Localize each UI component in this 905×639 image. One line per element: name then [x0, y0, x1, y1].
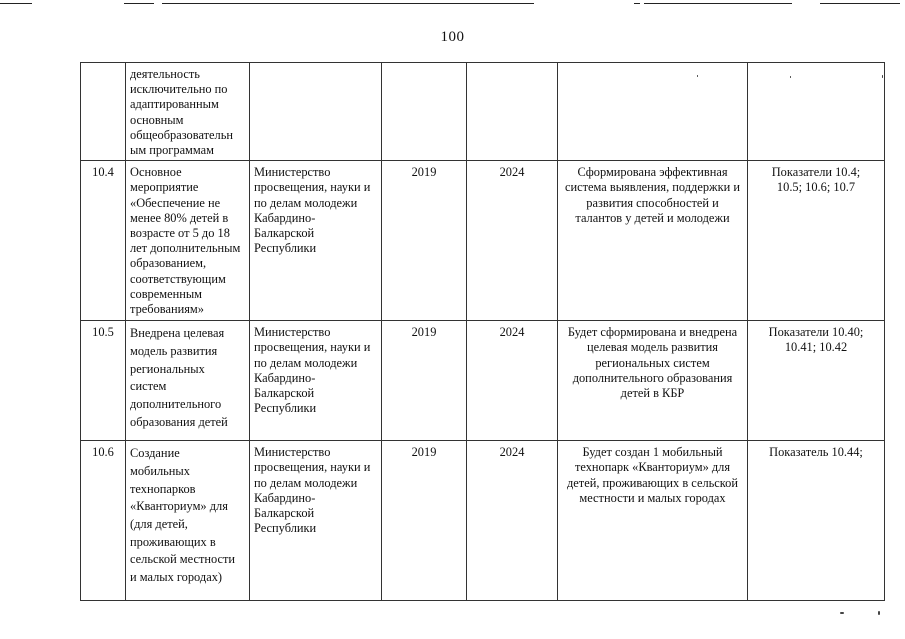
- end-year-cell: [467, 63, 558, 161]
- cell-text-line: образования детей: [130, 414, 228, 429]
- cell-text: 10.5: [92, 325, 114, 340]
- cell-text-line: 10.41; 10.42: [784, 340, 848, 355]
- cell-text-line: Основное: [130, 165, 182, 180]
- cell-text-line: 10.5; 10.6; 10.7: [776, 180, 856, 195]
- scan-speck: [697, 75, 698, 77]
- indicator-link-cell: [748, 441, 885, 601]
- cell-text: 2019: [411, 445, 437, 460]
- scan-speck: [882, 75, 883, 78]
- scan-speck: [790, 76, 791, 78]
- measure-name-cell: [126, 441, 250, 601]
- scan-artifact-line: [644, 3, 792, 4]
- end-year-cell: [467, 321, 558, 441]
- cell-text-line: развития способностей и: [586, 195, 719, 210]
- cell-text-line: ым программам: [130, 143, 214, 158]
- cell-text-line: адаптированным: [130, 97, 219, 112]
- start-year-cell: [382, 161, 467, 321]
- table-row: [81, 63, 885, 161]
- cell-text-line: Кабардино-: [254, 210, 316, 225]
- expected-result-cell: [558, 441, 748, 601]
- start-year-cell: [382, 63, 467, 161]
- executor-cell: [250, 63, 382, 161]
- indicator-link-cell: [748, 63, 885, 161]
- cell-text-line: современным: [130, 286, 203, 301]
- scan-artifact-line: [634, 3, 640, 4]
- measure-name-cell: [126, 321, 250, 441]
- cell-text-line: Показатели 10.40;: [768, 325, 864, 340]
- cell-text-line: общеобразовательн: [130, 127, 233, 142]
- cell-text-line: просвещения, науки и: [254, 340, 371, 355]
- cell-text: 2024: [499, 445, 525, 460]
- cell-text-line: Министерство: [254, 325, 331, 340]
- row-number-cell: [81, 441, 126, 601]
- cell-text-line: Балкарской: [254, 506, 315, 521]
- cell-text-line: соответствующим: [130, 271, 226, 286]
- cell-text: 2024: [499, 325, 525, 340]
- cell-text-line: менее 80% детей в: [130, 210, 229, 225]
- executor-cell: [250, 441, 382, 601]
- cell-text-line: «Обеспечение не: [130, 195, 221, 210]
- cell-text: 10.4: [92, 165, 114, 180]
- cell-text-line: мероприятие: [130, 180, 199, 195]
- scan-artifact-line: [162, 3, 534, 4]
- cell-text-line: Будет создан 1 мобильный: [582, 445, 723, 460]
- cell-text-line: (для детей,: [130, 517, 188, 532]
- measure-name-cell: [126, 63, 250, 161]
- executor-cell: [250, 161, 382, 321]
- cell-text-line: основным: [130, 112, 184, 127]
- executor-cell: [250, 321, 382, 441]
- cell-text-line: исключительно по: [130, 82, 228, 97]
- cell-text-line: дополнительного: [130, 397, 222, 412]
- page-number: 100: [440, 29, 465, 45]
- scan-speck: [840, 612, 844, 614]
- cell-text-line: Будет сформирована и внедрена: [567, 325, 738, 340]
- row-number-cell: [81, 63, 126, 161]
- cell-text-line: проживающих в: [130, 534, 216, 549]
- measure-name-cell: [126, 161, 250, 321]
- cell-text-line: региональных: [130, 361, 205, 376]
- cell-text-line: талантов у детей и молодежи: [575, 210, 730, 225]
- cell-text-line: просвещения, науки и: [254, 460, 371, 475]
- scan-speck: [878, 611, 880, 615]
- cell-text-line: Министерство: [254, 445, 331, 460]
- cell-text-line: просвещения, науки и: [254, 180, 371, 195]
- cell-text-line: по делам молодежи: [254, 355, 358, 370]
- cell-text-line: целевая модель развития: [586, 340, 719, 355]
- indicator-link-cell: [748, 161, 885, 321]
- indicator-link-cell: [748, 321, 885, 441]
- cell-text-line: Балкарской: [254, 386, 315, 401]
- cell-text-line: возрасте от 5 до 18: [130, 226, 230, 241]
- cell-text-line: Кабардино-: [254, 490, 316, 505]
- cell-text-line: технопарк «Кванториум» для: [574, 460, 731, 475]
- table-row: [81, 161, 885, 321]
- row-number-cell: [81, 321, 126, 441]
- cell-text-line: Республики: [254, 521, 317, 536]
- row-number-cell: [81, 161, 126, 321]
- cell-text-line: и малых городах): [130, 570, 223, 585]
- table-row: [81, 321, 885, 441]
- cell-text-line: требованиям»: [130, 302, 204, 317]
- cell-text-line: детей в КБР: [620, 386, 685, 401]
- cell-text-line: Республики: [254, 241, 317, 256]
- cell-text-line: региональных систем: [595, 355, 710, 370]
- cell-text-line: Балкарской: [254, 226, 315, 241]
- end-year-cell: [467, 441, 558, 601]
- cell-text-line: по делам молодежи: [254, 195, 358, 210]
- cell-text-line: Показатели 10.4;: [771, 165, 861, 180]
- scan-artifact-line: [124, 3, 154, 4]
- cell-text-line: Внедрена целевая: [130, 326, 225, 341]
- expected-result-cell: [558, 321, 748, 441]
- cell-text-line: лет дополнительным: [130, 241, 241, 256]
- expected-result-cell: [558, 161, 748, 321]
- cell-text-line: местности и малых городах: [579, 490, 726, 505]
- cell-text-line: Республики: [254, 401, 317, 416]
- expected-result-cell: [558, 63, 748, 161]
- cell-text-line: систем: [130, 379, 167, 394]
- cell-text-line: детей, проживающих в сельской: [566, 475, 738, 490]
- start-year-cell: [382, 321, 467, 441]
- scan-artifact-line: [0, 3, 32, 4]
- cell-text: 2019: [411, 325, 437, 340]
- cell-text-line: деятельность: [130, 67, 200, 81]
- cell-text-line: дополнительного образования: [572, 370, 733, 385]
- cell-text-line: мобильных: [130, 463, 190, 478]
- cell-text-line: технопарков: [130, 481, 196, 496]
- cell-text: 2019: [411, 165, 437, 180]
- cell-text: 10.6: [92, 445, 114, 460]
- cell-text-line: система выявления, поддержки и: [564, 180, 740, 195]
- cell-text-line: Министерство: [254, 165, 331, 180]
- cell-text: 2024: [499, 165, 525, 180]
- cell-text-line: Создание: [130, 446, 180, 461]
- cell-text-line: Сформирована эффективная: [577, 165, 728, 180]
- cell-text-line: образованием,: [130, 256, 207, 271]
- measures-table: [80, 62, 885, 601]
- cell-text-line: «Кванториум» для: [130, 499, 228, 514]
- end-year-cell: [467, 161, 558, 321]
- scan-artifact-line: [820, 3, 900, 4]
- cell-text-line: Кабардино-: [254, 370, 316, 385]
- cell-text-line: Показатель 10.44;: [769, 445, 863, 460]
- cell-text-line: по делам молодежи: [254, 475, 358, 490]
- start-year-cell: [382, 441, 467, 601]
- table-row: [81, 441, 885, 601]
- cell-text-line: модель развития: [130, 343, 218, 358]
- cell-text-line: сельской местности: [130, 552, 236, 567]
